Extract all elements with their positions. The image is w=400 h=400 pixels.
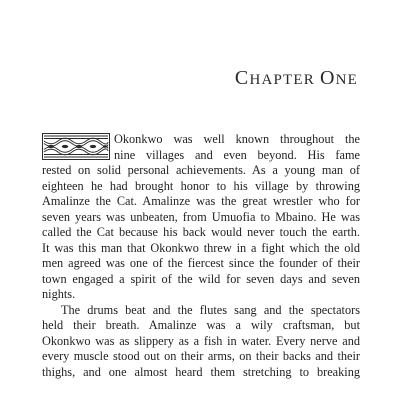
- chapter-title-word-rest: HAPTER: [249, 72, 320, 88]
- body-line: nine villages and even beyond. His fame: [114, 147, 360, 162]
- body-line: Okonkwo was as slippery as a fish in water. Every nerve and: [42, 333, 360, 348]
- body-line: town engaged a spirit of the wild for seven days and seven: [42, 271, 360, 286]
- body-line: seven years was unbeaten, from Umuofia to Mbaino. He was: [42, 209, 360, 224]
- body-line: Okonkwo was well known throughout the: [114, 132, 360, 146]
- chapter-title: [235, 67, 358, 90]
- chapter-title-initial: C: [234, 67, 250, 89]
- body-line: rested on solid personal achievements. As a young man of: [42, 163, 360, 177]
- body-line: The drums beat and the flutes sang and the spectators: [61, 302, 360, 317]
- chapter-title-number-rest: NE: [335, 72, 358, 88]
- body-line: men agreed was one of the fiercest since the founder of their: [42, 256, 360, 270]
- body-line: held their breath. Amalinze was a wily craftsman, but: [42, 318, 360, 332]
- body-line: nights.: [42, 287, 76, 301]
- body-line: Amalinze the Cat. Amalinze was the great wrestler who for: [42, 194, 360, 208]
- body-line: every muscle stood out on their arms, on their backs and their: [42, 349, 360, 363]
- chapter-body: [42, 132, 360, 380]
- body-line: called the Cat because his back would never touch the earth.: [42, 225, 360, 239]
- body-line: thighs, and one almost heard them stretching to breaking: [42, 364, 360, 379]
- body-line: It was this man that Okonkwo threw in a fight which the old: [42, 240, 360, 255]
- chapter-title-number-initial: O: [319, 67, 336, 89]
- body-line: eighteen he had brought honor to his village by throwing: [42, 178, 360, 193]
